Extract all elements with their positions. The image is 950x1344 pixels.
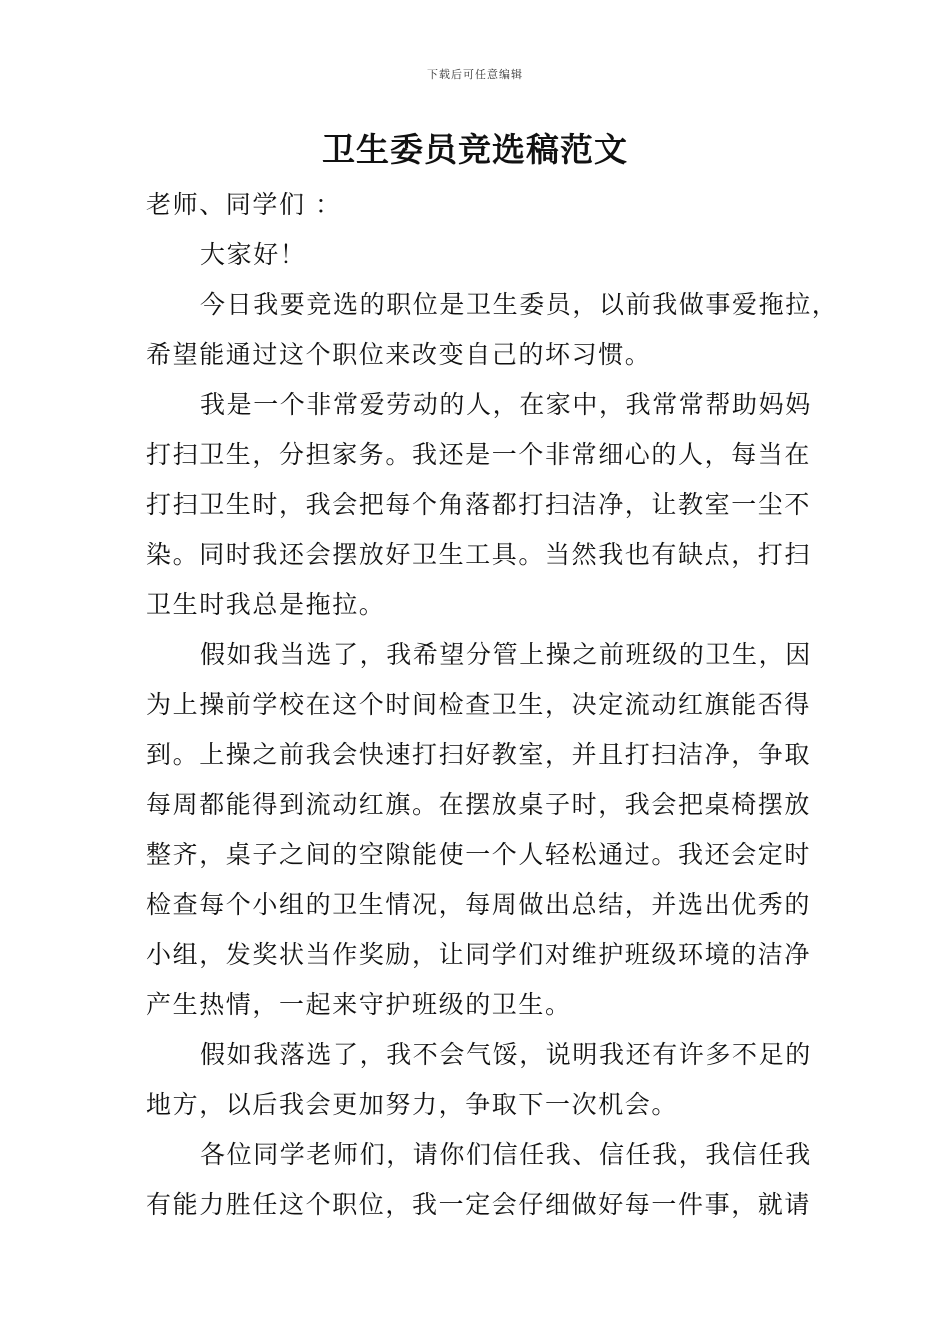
paragraph-4-line-2: 地方，以后我会更加努力，争取下一次机会。 [146,1090,679,1119]
paragraph-3-line-4: 每周都能得到流动红旗。在摆放桌子时，我会把桌椅摆放 [146,790,812,819]
paragraph-3-line-3: 到。上操之前我会快速打扫好教室，并且打扫洁净，争取 [146,740,812,769]
paragraph-2-line-1: 我是一个非常爱劳动的人，在家中，我常常帮助妈妈 [200,390,812,419]
salutation-line: 老师、同学们 ： [146,190,342,219]
paragraph-5-line-1: 各位同学老师们，请你们信任我、信任我，我信任我 [200,1140,812,1169]
header-note: 下载后可任意编辑 [427,68,523,81]
paragraph-1-line-2: 希望能通过这个职位来改变自己的坏习惯。 [146,340,652,369]
document-title: 卫生委员竞选稿范文 [322,130,628,169]
paragraph-2-line-3: 打扫卫生时，我会把每个角落都打扫洁净，让教室一尘不 [146,490,812,519]
paragraph-1-line-1: 今日我要竞选的职位是卫生委员，以前我做事爱拖拉， [200,290,839,319]
document-body [146,180,839,1230]
paragraph-2-line-2: 打扫卫生，分担家务。我还是一个非常细心的人，每当在 [146,440,812,469]
paragraph-3-line-2: 为上操前学校在这个时间检查卫生，决定流动红旗能否得 [146,690,812,719]
paragraph-2-line-4: 染。同时我还会摆放好卫生工具。当然我也有缺点，打扫 [146,540,812,569]
greeting-line: 大家好！ [200,240,307,269]
paragraph-3-line-1: 假如我当选了，我希望分管上操之前班级的卫生，因 [200,640,812,669]
paragraph-2-line-5: 卫生时我总是拖拉。 [146,590,386,619]
paragraph-4-line-1: 假如我落选了，我不会气馁，说明我还有许多不足的 [200,1040,812,1069]
paragraph-3-line-8: 产生热情，一起来守护班级的卫生。 [146,990,572,1019]
paragraph-3-line-5: 整齐，桌子之间的空隙能使一个人轻松通过。我还会定时 [146,840,812,869]
paragraph-5-line-2: 有能力胜任这个职位，我一定会仔细做好每一件事，就请 [146,1190,812,1219]
paragraph-3-line-6: 检查每个小组的卫生情况，每周做出总结，并选出优秀的 [146,890,812,919]
paragraph-3-line-7: 小组，发奖状当作奖励，让同学们对维护班级环境的洁净 [146,940,812,969]
